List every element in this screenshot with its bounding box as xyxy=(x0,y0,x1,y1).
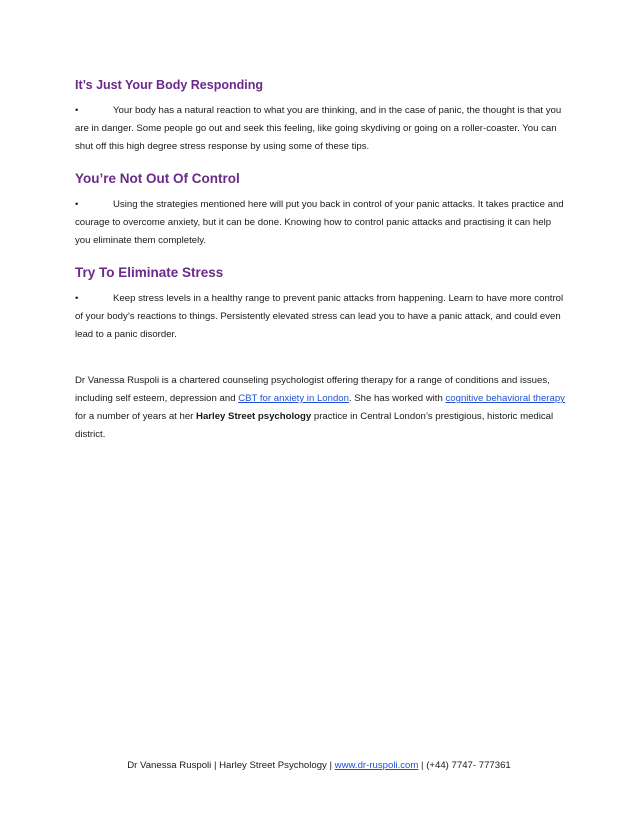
bullet-icon: • xyxy=(75,105,79,116)
paragraph-text: Your body has a natural reaction to what you are thinking, and in the case of panic, the thought is that you are in danger. Some people go out and seek this feeling, like going skydiving or going on a roller-coaster. You can shut off this high degree stress response by using some of these tips. xyxy=(75,105,562,152)
section-body-responding xyxy=(75,76,569,156)
cbt-anxiety-link[interactable]: CBT for anxiety in London xyxy=(238,393,349,404)
page-footer xyxy=(0,760,638,771)
section-heading: Try To Eliminate Stress xyxy=(75,265,224,280)
author-bio xyxy=(75,372,569,444)
section-heading: It’s Just Your Body Responding xyxy=(75,78,263,92)
footer-text: Dr Vanessa Ruspoli | Harley Street Psychology | xyxy=(127,760,335,771)
bio-text: for a number of years at her xyxy=(75,411,197,422)
footer-text: | (+44) 7747- 777361 xyxy=(418,760,511,771)
cbt-link[interactable]: cognitive behavioral therapy xyxy=(445,393,565,404)
bio-bold-text: Harley Street psychology xyxy=(196,411,312,422)
section-paragraph xyxy=(75,102,569,156)
bio-text: Dr Vanessa Ruspoli is a chartered counseling psychologist offering therapy for a range of conditions and issues, including self esteem, depression and xyxy=(75,375,550,404)
section-eliminate-stress xyxy=(75,264,569,344)
section-paragraph xyxy=(75,196,569,250)
page-content xyxy=(75,76,569,454)
bio-text: . She has worked with xyxy=(348,393,446,404)
bio-text: practice in Central London’s prestigious, historic medical district. xyxy=(75,411,554,440)
paragraph-text: Using the strategies mentioned here will put you back in control of your panic attacks. It takes practice and courage to overcome anxiety, but it can be done. Knowing how to control panic attacks and practising it can help you eliminate them completely. xyxy=(75,199,564,246)
paragraph-text: Keep stress levels in a healthy range to prevent panic attacks from happening. Learn to have more control of your body’s reactions to things. Persistently elevated stress can lead you to have a panic attack, and could even lead to a panic disorder. xyxy=(75,293,564,340)
website-link[interactable]: www.dr-ruspoli.com xyxy=(334,760,419,771)
bullet-icon: • xyxy=(75,199,79,210)
section-heading: You’re Not Out Of Control xyxy=(75,171,240,186)
bullet-icon: • xyxy=(75,293,79,304)
section-paragraph xyxy=(75,290,569,344)
section-not-out-of-control xyxy=(75,170,569,250)
